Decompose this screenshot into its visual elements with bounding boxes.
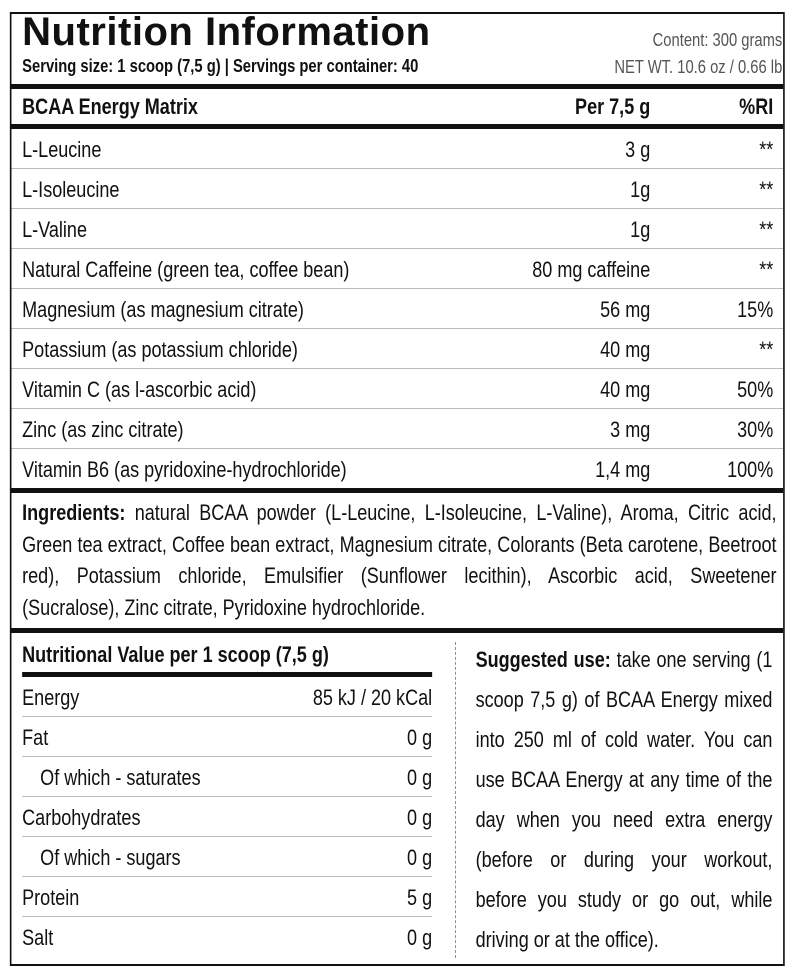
amount: 1,4 mg	[595, 457, 651, 482]
nutrient-name: L-Valine	[22, 217, 87, 242]
ingredients-text: natural BCAA powder (L-Leucine, L-Isoleucine, L-Valine), Aroma, Citric acid, Green tea extract, Coffee bean extract, Magnesium citrate, Colorants (Beta carotene, Beetroot red), Potassium chloride, Emulsifier (Sunflower lecithin), Ascorbic acid, Sweetener (Sucralose), Zinc citrate, Pyridoxine hydrochloride.	[22, 500, 777, 620]
amount: 0 g	[407, 925, 433, 950]
ri-value: **	[759, 217, 774, 242]
nutrient-name: Natural Caffeine (green tea, coffee bean)	[22, 257, 350, 282]
nutritional-row	[22, 797, 432, 837]
nutrient-name: Energy	[22, 685, 80, 710]
nutrient-name: L-Isoleucine	[22, 177, 120, 202]
nutrient-name: Of which - saturates	[40, 765, 201, 790]
amount: 56 mg	[600, 297, 651, 322]
amount: 85 kJ / 20 kCal	[312, 685, 433, 710]
matrix-row	[11, 369, 783, 409]
nutritional-row	[22, 877, 432, 917]
nutrient-name: L-Leucine	[22, 137, 102, 162]
ingredients-label: Ingredients:	[22, 500, 126, 525]
matrix-row	[11, 169, 783, 209]
amount: 0 g	[407, 805, 433, 830]
nutritional-row	[22, 917, 432, 957]
amount: 1g	[630, 217, 651, 242]
amount: 0 g	[407, 725, 433, 750]
nutritional-header	[22, 638, 432, 672]
nutrient-name: Fat	[22, 725, 49, 750]
divider	[11, 488, 783, 493]
nutrient-name: Carbohydrates	[22, 805, 141, 830]
suggested-label: Suggested use:	[475, 647, 611, 672]
column-header: BCAA Energy Matrix	[22, 94, 198, 119]
nutrient-name: Salt	[22, 925, 54, 950]
nutrient-name: Vitamin B6 (as pyridoxine-hydrochloride)	[22, 457, 347, 482]
nutrient-name: Protein	[22, 885, 80, 910]
amount: 0 g	[407, 765, 433, 790]
ri-value: 15%	[737, 297, 774, 322]
amount: 1g	[630, 177, 651, 202]
nutrient-name: Of which - sugars	[40, 845, 181, 870]
nutrient-name: Vitamin C (as l-ascorbic acid)	[22, 377, 257, 402]
nutrient-name: Zinc (as zinc citrate)	[22, 417, 184, 442]
matrix-row	[11, 409, 783, 449]
matrix-row	[11, 249, 783, 289]
amount: 80 mg caffeine	[532, 257, 651, 282]
matrix-row	[11, 209, 783, 249]
ri-value: 30%	[737, 417, 774, 442]
ri-value: 50%	[737, 377, 774, 402]
column-header: Per 7,5 g	[575, 94, 651, 119]
nutrient-name: Potassium (as potassium chloride)	[22, 337, 298, 362]
matrix-row	[11, 329, 783, 369]
serving-info: Serving size: 1 scoop (7,5 g) | Servings per container: 40	[22, 56, 419, 76]
column-divider	[455, 642, 456, 958]
nutritional-row	[22, 717, 432, 757]
nutrient-name: Magnesium (as magnesium citrate)	[22, 297, 304, 322]
amount: 40 mg	[600, 377, 651, 402]
suggested-use	[476, 640, 773, 960]
amount: 3 g	[625, 137, 651, 162]
nutritional-title: Nutritional Value per 1 scoop (7,5 g)	[22, 642, 329, 667]
amount: 0 g	[407, 845, 433, 870]
nutritional-row	[22, 677, 432, 717]
amount: 3 mg	[610, 417, 651, 442]
ri-value: **	[759, 257, 774, 282]
amount: 5 g	[407, 885, 433, 910]
nutritional-row	[22, 837, 432, 877]
ri-value: **	[759, 337, 774, 362]
matrix-row	[11, 449, 783, 489]
ri-value: **	[759, 137, 774, 162]
net-weight: NET WT. 10.6 oz / 0.66 lb	[614, 57, 783, 77]
ingredients	[22, 497, 776, 623]
matrix-row	[11, 289, 783, 329]
divider	[11, 628, 783, 633]
matrix-header	[11, 89, 783, 125]
ri-value: 100%	[727, 457, 774, 482]
column-header: %RI	[739, 94, 774, 119]
content-weight: Content: 300 grams	[652, 30, 783, 50]
ri-value: **	[759, 177, 774, 202]
nutritional-row	[22, 757, 432, 797]
suggested-text: take one serving (1 scoop 7,5 g) of BCAA Energy mixed into 250 ml of cold water. You can use BCAA Energy at any time of the day when you need extra energy (before or during your workout, before you study or go out, while driving or at the office).	[475, 647, 773, 952]
label-title: Nutrition Information	[22, 10, 431, 54]
matrix-row	[11, 129, 783, 169]
amount: 40 mg	[600, 337, 651, 362]
